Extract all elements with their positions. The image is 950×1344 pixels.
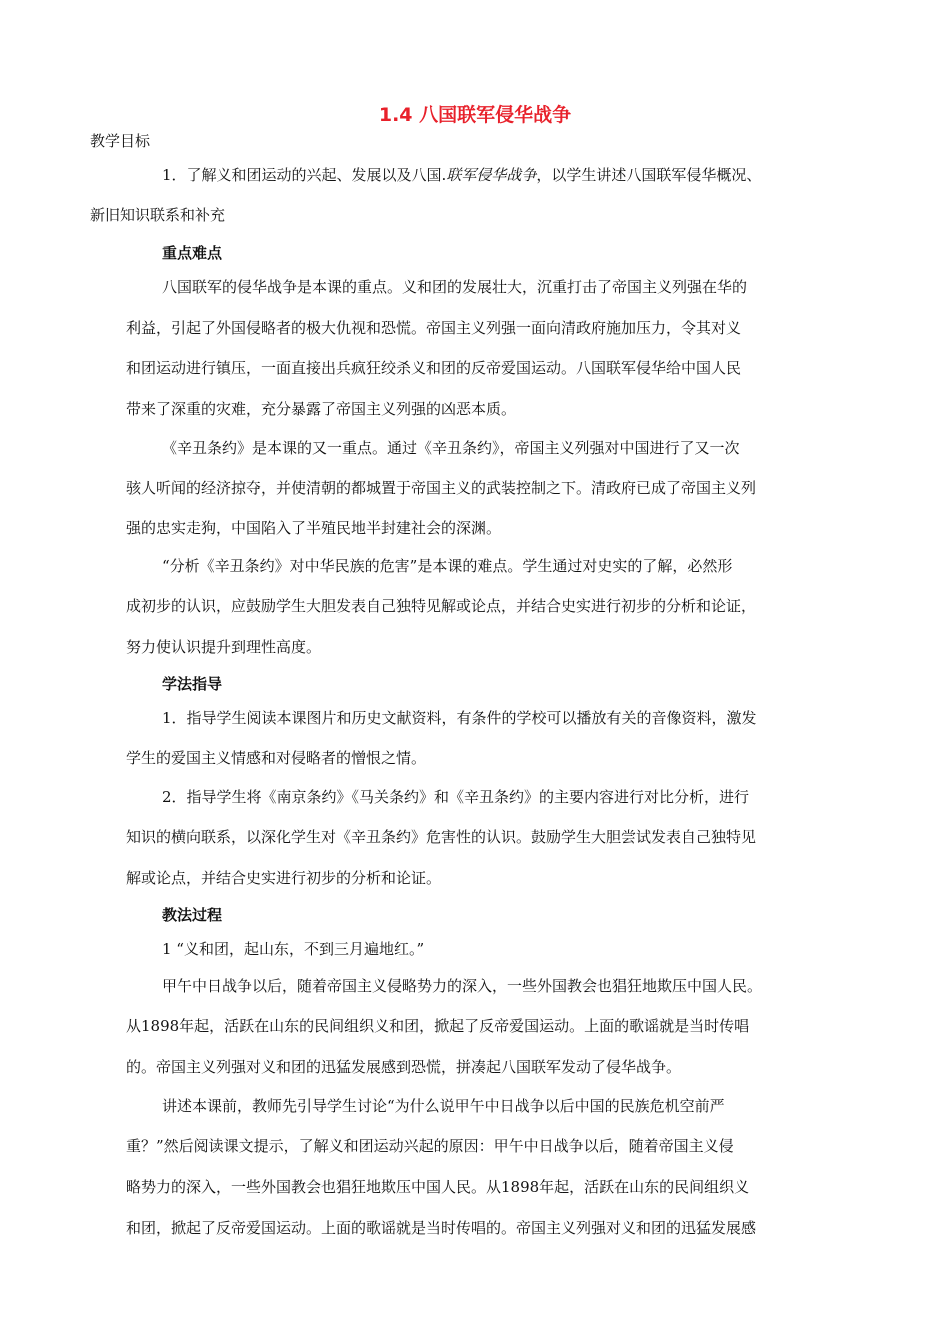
methods-heading: 学法指导 — [162, 675, 223, 693]
process-song: 1 “义和团，起山东，不到三月遍地红。” — [162, 940, 425, 958]
keypoints-p1-line: 利益，引起了外国侵略者的极大仇视和恐慌。帝国主义列强一面向清政府施加压力，令其对义 — [126, 319, 742, 337]
process-p1-line: 甲午中日战争以后，随着帝国主义侵略势力的深入，一些外国教会也猖狂地欺压中国人民。 — [162, 977, 763, 995]
keypoints-p1-line: 八国联军的侵华战争是本课的重点。义和团的发展壮大，沉重打击了帝国主义列强在华的 — [162, 278, 748, 296]
methods-item-1-line: 学生的爱国主义情感和对侵略者的憎恨之情。 — [126, 749, 427, 767]
process-p2-line: 讲述本课前，教师先引导学生讨论“为什么说甲午中日战争以后中国的民族危机空前严 — [162, 1097, 725, 1115]
keypoints-p3-line: “分析《辛丑条约》对中华民族的危害”是本课的难点。学生通过对史实的了解，必然形 — [162, 557, 733, 575]
page-title: 1.4 八国联军侵华战争 — [378, 104, 572, 126]
methods-item-2-line: 知识的横向联系，以深化学生对《辛丑条约》危害性的认识。鼓励学生大胆尝试发表自己独特见 — [126, 828, 757, 846]
keypoints-heading: 重点难点 — [162, 244, 223, 262]
process-heading: 教法过程 — [162, 906, 223, 924]
keypoints-p3-line: 成初步的认识，应鼓励学生大胆发表自己独特见解或论点，并结合史实进行初步的分析和论证， — [126, 597, 757, 615]
process-p2-line: 略势力的深入，一些外国教会也猖狂地欺压中国人民。从1898年起，活跃在山东的民间组织义 — [126, 1178, 750, 1196]
keypoints-p1-line: 带来了深重的灾难，充分暴露了帝国主义列强的凶恶本质。 — [126, 400, 517, 418]
methods-item-1-line: 1．指导学生阅读本课图片和历史文献资料，有条件的学校可以播放有关的音像资料，激发 — [162, 709, 757, 727]
keypoints-p1-line: 和团运动进行镇压，一面直接出兵疯狂绞杀义和团的反帝爱国运动。八国联军侵华给中国人民 — [126, 359, 742, 377]
process-p2-line: 重？”然后阅读课文提示，了解义和团运动兴起的原因：甲午中日战争以后，随着帝国主义侵 — [126, 1137, 734, 1155]
keypoints-p2-line: 强的忠实走狗，中国陷入了半殖民地半封建社会的深渊。 — [126, 519, 502, 537]
objective-item-1 — [162, 165, 761, 185]
objectives-heading: 教学目标 — [90, 132, 151, 150]
keypoints-p3-line: 努力使认识提升到理性高度。 — [126, 638, 322, 656]
objective-item-1-continued: 新旧知识联系和补充 — [90, 206, 226, 224]
process-p1-line: 的。帝国主义列强对义和团的迅猛发展感到恐慌，拼凑起八国联军发动了侵华战争。 — [126, 1058, 682, 1076]
objective-item-1-pre: 1．了解义和团运动的兴起、发展以及八国. — [162, 166, 447, 184]
keypoints-p2-line: 《辛丑条约》是本课的又一重点。通过《辛丑条约》，帝国主义列强对中国进行了又一次 — [162, 439, 740, 457]
process-p2-line: 和团，掀起了反帝爱国运动。上面的歌谣就是当时传唱的。帝国主义列强对义和团的迅猛发展感 — [126, 1219, 757, 1237]
methods-item-2-line: 2．指导学生将《南京条约》《马关条约》和《辛丑条约》的主要内容进行对比分析，进行 — [162, 788, 750, 806]
objective-item-1-emphasis: 联军侵华战争 — [446, 166, 537, 184]
objective-item-1-post: ，以学生讲述八国联军侵华概况、 — [536, 166, 762, 184]
process-p1-line: 从1898年起，活跃在山东的民间组织义和团，掀起了反帝爱国运动。上面的歌谣就是当时传唱 — [126, 1017, 750, 1035]
methods-item-2-line: 解或论点，并结合史实进行初步的分析和论证。 — [126, 869, 442, 887]
keypoints-p2-line: 骇人听闻的经济掠夺，并使清朝的都城置于帝国主义的武装控制之下。清政府已成了帝国主义列 — [126, 479, 757, 497]
